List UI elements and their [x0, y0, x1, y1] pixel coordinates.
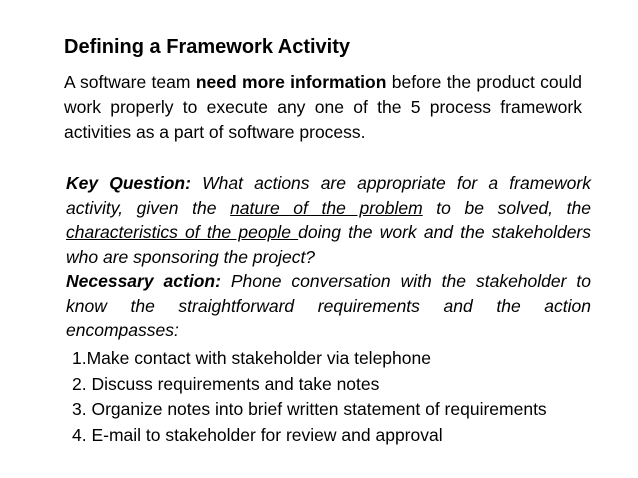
key-question-text-2: to be solved, the — [422, 197, 591, 218]
key-question-paragraph — [66, 171, 591, 269]
key-question-text-3: doing the work and the stakeholders who are sponsoring the project? — [66, 222, 592, 267]
intro-text-end: before the product could work properly to execute any one of the 5 process framework activities as a part of software process. — [64, 72, 582, 142]
step-item: 2. Discuss requirements and take notes — [72, 373, 380, 394]
intro-paragraph — [64, 70, 582, 145]
key-question-underline-1: nature of the problem — [230, 197, 423, 218]
key-question-block — [66, 171, 591, 343]
necessary-action-text: Phone conversation with the stakeholder to know the straightforward requirements and the action encompasses: — [66, 271, 591, 340]
necessary-action-label: Necessary action: — [66, 271, 221, 291]
key-question-label: Key Question: — [66, 173, 191, 193]
step-item: 1.Make contact with stakeholder via telephone — [72, 348, 431, 368]
intro-text-start: A software team — [64, 72, 196, 92]
step-item: 4. E-mail to stakeholder for review and approval — [72, 424, 443, 445]
key-question-underline-2: characteristics of the people — [66, 222, 299, 242]
slide-title: Defining a Framework Activity — [64, 36, 350, 58]
steps-list — [72, 346, 547, 448]
key-question-text-1: What actions are appropriate for a framework activity, given the — [66, 173, 591, 218]
necessary-action-paragraph — [66, 269, 591, 343]
intro-bold-phrase: need more information — [195, 72, 387, 92]
step-item: 3. Organize notes into brief written statement of requirements — [72, 399, 547, 419]
